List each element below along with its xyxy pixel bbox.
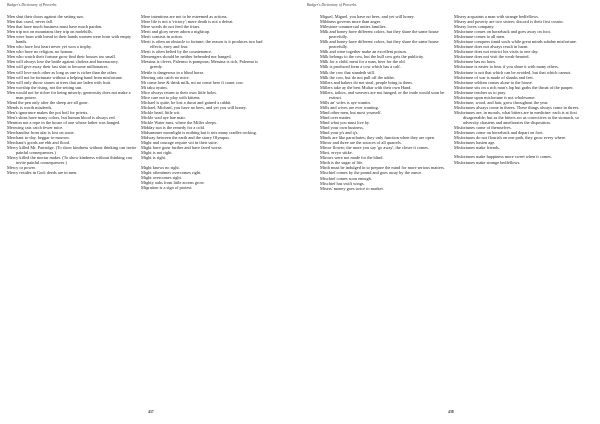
- proverb-entry: Milk and honey have different colors, but they share the same house peacefully.: [320, 39, 439, 50]
- left-column: [320, 14, 450, 191]
- proverb-entry: Mice always return to their own little holes.: [141, 89, 217, 95]
- proverb-entry: Mercy killed Mr. Partridge. (To show kindness without thinking can invite painful consequences.): [7, 145, 137, 156]
- right-page: [300, 0, 600, 424]
- proverb-entry: Mirri, ervyo stitke.: [320, 150, 353, 156]
- proverb-entry: Men would not be richer for being miserly; generosity does not make a man poorer.: [7, 89, 131, 100]
- proverb-entry: Millers and bakers do not steal, people bring to them.: [320, 79, 413, 85]
- proverb-entry: Mention not a rope in the house of one whose father was hanged.: [7, 119, 121, 125]
- proverb-entry: Misery and poverty are two sisters; discord is their first cousin.: [454, 19, 564, 25]
- proverb-entry: Midsummer moonlight is nothing but it sets many cradles rocking.: [141, 130, 257, 136]
- proverb-entry: Mirror and three are the sources of all quarrels.: [320, 140, 402, 146]
- proverb-entry: Mills and wives are ever wanting.: [320, 104, 379, 110]
- proverb-entry: Mends is worth misdeeds.: [7, 104, 53, 110]
- proverb-entry: Meowing cats catch fewer mice.: [7, 125, 64, 131]
- proverb-entry: Merit and glory never adorn a nightcap.: [141, 29, 211, 35]
- proverb-entry: Merit consists in action.: [141, 34, 183, 40]
- proverb-entry: Men worship the rising, not the setting sun.: [7, 84, 83, 90]
- proverb-entry: Mercy or power.: [7, 165, 36, 171]
- proverb-entry: Mischief comes soon enough.: [320, 175, 372, 181]
- proverb-entry: Men will give away their last shirt to become millionaires.: [7, 64, 109, 70]
- proverb-entry: Mischief comes by the pound and goes away by the ounce.: [320, 170, 423, 176]
- proverb-entry: Misery acquaints a man with strange bedfellows.: [454, 14, 540, 19]
- proverb-entry: Michael, Michael, you have no bees, and yet you will honey.: [141, 104, 247, 110]
- proverb-entry: Misfortunes make strange bedfellows.: [454, 159, 521, 165]
- proverb-entry: Men trip not on mountains they trip on molehills.: [7, 29, 93, 35]
- proverb-entry: Misfortunes come on horseback and depart on foot.: [454, 130, 544, 136]
- proverb-entry: Merchandise from afar is lost on route.: [7, 130, 75, 136]
- right-column: [141, 14, 271, 190]
- proverb-entry: Misfortune of war is made of shanks and feet.: [454, 74, 534, 80]
- proverb-entry: Mend the pen only after the sheep are all gone.: [7, 99, 89, 105]
- proverb-entry: Misfortunes do not flourish on one path, they grow every where.: [454, 135, 567, 141]
- proverb-entry: Might is not right.: [141, 150, 173, 156]
- proverb-entry: Might knows no right.: [141, 164, 180, 170]
- proverb-entry: Men will always lose the battle against cholera and bureaucracy.: [7, 59, 119, 65]
- proverb-entry: Men shut their doors against the setting sun.: [7, 14, 84, 19]
- proverb-entry: Mewing cats catch no mice.: [141, 74, 190, 80]
- proverb-entry: Might have gone further and have fared worse.: [141, 145, 223, 151]
- proverb-entry: Men were born with bread in their hands women were born with empty hands.: [7, 34, 132, 45]
- proverb-entry: Milk and honey have different colors, but they share the same house peacefully.: [320, 29, 439, 40]
- proverb-entry: Mi taku oyaim.: [141, 84, 168, 90]
- proverb-entry: Misfortune comes to all men.: [454, 34, 506, 40]
- proverb-entry: Might overcomes right.: [141, 174, 182, 180]
- proverb-entry: Mere intentions are not to be esteemed as actions.: [141, 14, 228, 19]
- proverb-entry: Mirth must be indulged in to prepare the mind for more serious matters.: [320, 165, 445, 171]
- proverb-entry: Mice care not to play with kittens.: [141, 94, 201, 100]
- right-column: [454, 14, 584, 165]
- proverb-entry: Misers' money goes twice to market.: [320, 185, 384, 191]
- proverb-entry: Misfortune conquers timid souls while great minds subdue misfortune.: [454, 39, 577, 45]
- proverb-entry: Milk belongs to the cow, but the bull cow gets the publicity.: [320, 54, 425, 60]
- proverb-entry: Might oftentimes overcomes right.: [141, 169, 202, 175]
- proverb-entry: Misfortune is easier to bear if you share it with many others.: [454, 64, 559, 70]
- proverb-entry: Milk the cow, but do not pull off the udder.: [320, 74, 395, 80]
- proverb-entry: Men will only throw stones at trees that are laden with fruit.: [7, 79, 112, 85]
- proverb-entry: Misfortune does not restrict his visits to one day.: [454, 49, 539, 55]
- proverb-entry: Mercy resides in God; deeds are in men.: [7, 170, 78, 176]
- running-header: Badger's Dictionary of Proverbs: [7, 3, 57, 7]
- proverb-entry: Migration is a sign of protest.: [141, 184, 193, 190]
- proverb-entry: Millers, tailors, and weavers are not hanged, or the trade would soon be extinct.: [320, 89, 445, 100]
- proverb-entry: Might is right.: [141, 155, 166, 161]
- page-number: 438: [448, 410, 454, 414]
- proverb-entry: Misfortunes hasten age.: [454, 140, 496, 146]
- proverb-entry: Misery loves company.: [454, 24, 495, 30]
- proverb-entry: Milk the cow that standeth still.: [320, 69, 376, 75]
- proverb-entry: Mi come here & drink milk, mi no come here fi count cow.: [141, 79, 244, 85]
- proverb-entry: Men that have much business must have much pardon.: [7, 24, 103, 30]
- proverb-entry: Mind over matter.: [320, 114, 352, 120]
- proverb-entry: Misfortune seldom comes alone to the house.: [454, 79, 533, 85]
- proverb-entry: Mildness governs more than anger.: [320, 19, 381, 25]
- proverb-entry: Mickle Water runs, where the Miller sleeps.: [141, 119, 218, 125]
- proverb-entry: Mind your p's and q's.: [320, 130, 359, 136]
- proverb-entry: Misfortune upon misfortune is not wholesome.: [454, 94, 536, 100]
- proverb-entry: Men who have lost heart never yet won a trophy.: [7, 44, 92, 50]
- proverb-entry: Misfortunes are, in morals, what bitters are in medicine: each is at first disagreeable; but as the bitters act as correctives to the stomach, so adversity chastens and ameliorates the disposition.: [454, 109, 580, 125]
- proverb-entry: Misfortune comes on horseback and goes away on foot.: [454, 29, 551, 35]
- proverb-entry: Misfortune sits on a rich man's lap but grabs the throat of the pauper.: [454, 84, 574, 90]
- proverb-entry: Mettle is dangerous in a blind horse.: [141, 69, 205, 75]
- proverb-entry: Mind what you must live by.: [320, 119, 370, 125]
- proverb-entry: Millers take ay the best Multar with their own Hand.: [320, 84, 412, 90]
- proverb-entry: Mind your own business.: [320, 125, 364, 131]
- proverb-entry: Mirrors were not made for the blind.: [320, 155, 384, 161]
- proverb-entry: Men's ignorance makes the pot boil for priests.: [7, 109, 89, 115]
- proverb-entry: Merchant's goods are ebb and flood.: [7, 140, 71, 146]
- proverb-entry: Mirror flower; the more you say 'go away', the closer it comes.: [320, 145, 430, 151]
- proverb-entry: Misfortune has no horn.: [454, 59, 496, 65]
- proverb-entry: Mickle wad aye hae mair.: [141, 114, 186, 120]
- proverb-entry: Mills an' wifes is aye wantin.: [320, 99, 371, 105]
- proverb-entry: Mere life is not a 'victory'; mere death is not a defeat.: [141, 19, 234, 25]
- proverb-entry: Misfortune does not visit the weak-hearted.: [454, 54, 530, 60]
- proverb-entry: Midday sun is the remedy for a cold.: [141, 125, 205, 131]
- page-number: 437: [148, 410, 154, 414]
- proverb-entry: Misfortune does not always result in harm.: [454, 44, 529, 50]
- proverb-entry: Mighty oaks from little acorns grow.: [141, 179, 205, 185]
- proverb-entry: Men will love each other as long as one is richer than the other.: [7, 69, 118, 75]
- proverb-entry: Mere words do not feed the friars.: [141, 24, 201, 30]
- proverb-entry: Milestone commercial unites families.: [320, 24, 387, 30]
- proverb-entry: Merit is often belied by the countenance.: [141, 49, 213, 55]
- proverb-entry: Misfortunes always come in threes. These things always come in threes.: [454, 104, 580, 110]
- proverb-entry: Mind other men, but most yourself.: [320, 109, 382, 115]
- running-header: Badger's Dictionary of Proverbs: [307, 3, 357, 7]
- proverb-entry: Messengers should be neither beheaded nor hanged.: [141, 54, 232, 60]
- proverb-entry: Men that crawl, never fall.: [7, 19, 54, 25]
- proverb-entry: Misfortunes come of themselves.: [454, 125, 512, 131]
- proverb-entry: Milk is produced form a cow which has a calf.: [320, 64, 401, 70]
- proverb-entry: Might and courage require wit in their suite.: [141, 140, 218, 146]
- proverb-entry: Michael is quite, he lost a ducat and gained a rabbit.: [141, 99, 232, 105]
- proverb-entry: Men who watch their fortune grow find their houses too small.: [7, 54, 116, 60]
- proverb-entry: Men who have no religion, no honour.: [7, 49, 74, 55]
- proverb-entry: Mischief has swift wings.: [320, 180, 365, 186]
- proverb-entry: Minds are like parachutes; they only function when they are open.: [320, 135, 435, 141]
- proverb-entry: Mickle head, little wit.: [141, 109, 181, 115]
- proverb-entry: Misfortune teaches us to pray.: [454, 89, 507, 95]
- proverb-entry: Misfortunes make happiness more sweet when it comes.: [454, 154, 552, 160]
- proverb-entry: Messina is clever, Palermo is pompous; Messina is rich, Palermo is greedy.: [141, 59, 258, 70]
- proverb-entry: Midway between the earth and the starry Olympus.: [141, 135, 231, 141]
- proverb-entry: Mirth is the sugar of life.: [320, 160, 364, 166]
- proverb-entry: Miguel, Miguel, you have no bees, and yet will honey.: [320, 14, 415, 19]
- proverb-entry: Merit is often an obstacle to fortune; the reason is it produces two bad effects, envy and fear.: [141, 39, 263, 50]
- proverb-entry: Mercy killed the mortar maker. (To show kindness without thinking can invite painful consequences.): [7, 155, 132, 166]
- proverb-entry: Men will not be fortunate without a helping hand from misfortune.: [7, 74, 123, 80]
- proverb-entry: Merchant to-day, beggar to-morrow.: [7, 135, 71, 141]
- left-column: [7, 14, 137, 176]
- proverb-entry: Milk for a child, meat for a man, beer for the old.: [320, 59, 406, 65]
- proverb-entry: Misfortunes make friends.: [454, 145, 500, 151]
- proverb-entry: Men's skins have many colors, but human blood is always red.: [7, 114, 116, 120]
- proverb-entry: Misfortune, wood, and hair, grow throughout the year.: [454, 99, 549, 105]
- proverb-entry: Milk and wine together make an excellent poison.: [320, 49, 407, 55]
- proverb-entry: Misfortune is not that which can be avoided, but that which cannot.: [454, 69, 572, 75]
